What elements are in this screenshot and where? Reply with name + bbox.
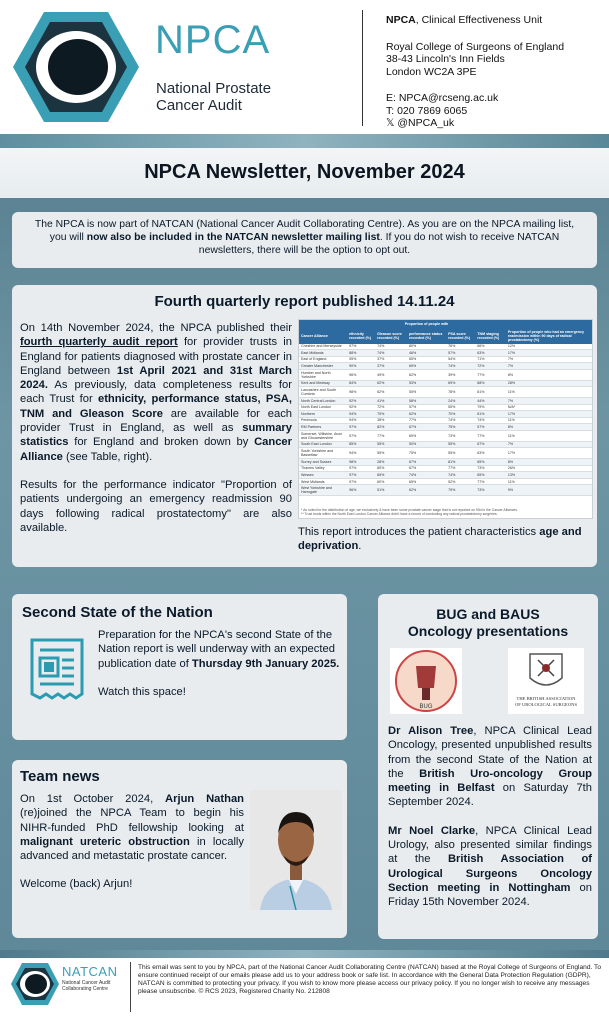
bug-paragraph-1 bbox=[388, 724, 592, 810]
table-row bbox=[299, 404, 592, 411]
table-cell: 79% bbox=[446, 485, 475, 496]
report-p1-d: are available for each provider Trust in England, as well as bbox=[20, 407, 293, 435]
table-cell: 11% bbox=[506, 478, 592, 485]
table-cell: 28% bbox=[506, 380, 592, 387]
table-row bbox=[299, 478, 592, 485]
report-paragraph-1 bbox=[20, 321, 292, 464]
table-group-spacer-2 bbox=[506, 320, 592, 329]
table-cell: 92% bbox=[347, 398, 375, 405]
table-row bbox=[299, 350, 592, 357]
table-cell: 80% bbox=[375, 465, 407, 472]
table-cell: 57% bbox=[446, 350, 475, 357]
header bbox=[0, 0, 609, 134]
table-header-cell: performance status recorded (%) bbox=[407, 329, 446, 344]
report-paragraph-2: Results for the performance indicator "Proportion of patients undergoing an emergency readmission 90 days following radical prostatectomy" are also available. bbox=[20, 478, 292, 534]
contact-org-name: NPCA bbox=[386, 14, 416, 26]
table-cell: 66% bbox=[475, 344, 506, 350]
sotn-paragraph-2: Watch this space! bbox=[98, 685, 186, 698]
contact-org bbox=[386, 14, 606, 27]
natcan-title: NATCAN bbox=[62, 964, 118, 979]
table-cell: 62% bbox=[407, 369, 446, 380]
report-p1-c: As previously, data completeness results for each Trust for bbox=[20, 379, 292, 406]
table-header-cell: ethnicity recorded (%) bbox=[347, 329, 375, 344]
table-cell: 61% bbox=[475, 411, 506, 418]
table-header-cell: TNM staging recorded (%) bbox=[475, 329, 506, 344]
sotn-p1-a: Preparation for the NPCA's second State of the Nation report is well underway with an expected publication date of bbox=[98, 629, 335, 670]
address-line3: London WC2A 3PE bbox=[386, 65, 477, 78]
table-footnote-2: ** Trust trusts within the North East London Cancer Alliance didn't have a record of conducting any radical prostatectomy surgeries. bbox=[301, 512, 498, 516]
bug-text bbox=[388, 724, 592, 924]
baus-logo-line2: OF UROLOGICAL SURGEONS bbox=[514, 702, 578, 707]
table-cell: 12% bbox=[506, 344, 592, 350]
baus-logo-icon bbox=[508, 648, 584, 714]
table-cell: 62% bbox=[375, 387, 407, 398]
table-cell: 73% bbox=[475, 465, 506, 472]
table-row bbox=[299, 369, 592, 380]
natcan-subtitle bbox=[62, 980, 110, 992]
table-cell: West Yorkshire and Harrogate bbox=[299, 485, 347, 496]
natcan-sub-line2: Collaborating Centre bbox=[62, 986, 108, 992]
table-cell: 57% bbox=[407, 404, 446, 411]
table-cell: 67% bbox=[407, 459, 446, 466]
table-cell: 77% bbox=[475, 478, 506, 485]
table-cell: 63% bbox=[475, 350, 506, 357]
audit-table-image bbox=[298, 319, 593, 519]
table-cell: 54% bbox=[446, 356, 475, 363]
team-paragraph-2: Welcome (back) Arjun! bbox=[20, 878, 133, 891]
table-cell: Greater Manchester bbox=[299, 363, 347, 370]
table-cell: 92% bbox=[347, 404, 375, 411]
table-cell: 69% bbox=[407, 363, 446, 370]
table-cell: 68% bbox=[475, 380, 506, 387]
table-cell: Humber and North Yorkshire bbox=[299, 369, 347, 380]
table-cell: 24% bbox=[446, 398, 475, 405]
table-row bbox=[299, 448, 592, 459]
contact-email-link[interactable]: E: NPCA@rcseng.ac.uk bbox=[386, 92, 499, 104]
report-p1-alliance: Cancer Alliance bbox=[20, 436, 292, 463]
table-group-spacer bbox=[299, 320, 347, 329]
table-cell: 78% bbox=[446, 387, 475, 398]
table-cell: 8% bbox=[506, 369, 592, 380]
bug-p1-a: , NPCA Clinical Lead Oncology, presented unpublished results from the second State of the Nation at the bbox=[388, 725, 592, 780]
address-line2: 38-43 Lincoln's Inn Fields bbox=[386, 53, 505, 65]
table-cell: Kent and Medway bbox=[299, 380, 347, 387]
table-cell: 58% bbox=[407, 398, 446, 405]
table-row bbox=[299, 465, 592, 472]
sotn-text bbox=[98, 628, 342, 713]
baus-logo-line1: THE BRITISH ASSOCIATION bbox=[516, 696, 576, 701]
table-cell: 81% bbox=[475, 387, 506, 398]
contact-org-unit: , Clinical Effectiveness Unit bbox=[415, 14, 543, 26]
table-footnote bbox=[301, 508, 591, 516]
report-heading: Fourth quarterly report published 14.11.24 bbox=[154, 293, 455, 310]
newsletter-title: NPCA Newsletter, November 2024 bbox=[144, 161, 465, 183]
table-cell: 94% bbox=[347, 417, 375, 424]
table-cell: 51% bbox=[375, 485, 407, 496]
table-cell: 70% bbox=[446, 411, 475, 418]
natcan-notice bbox=[12, 212, 597, 268]
table-cell: 41% bbox=[375, 398, 407, 405]
table-cell: 44% bbox=[475, 398, 506, 405]
table-row bbox=[299, 424, 592, 431]
table-cell: 97% bbox=[347, 424, 375, 431]
table-cell: 7% bbox=[506, 356, 592, 363]
table-cell: 96% bbox=[347, 485, 375, 496]
logo-subtitle-line1: National Prostate bbox=[156, 80, 272, 97]
table-cell: 95% bbox=[347, 356, 375, 363]
table-cell: 97% bbox=[347, 430, 375, 441]
table-cell: 49% bbox=[375, 369, 407, 380]
table-cell: 71% bbox=[475, 356, 506, 363]
table-cell: East of England bbox=[299, 356, 347, 363]
table-cell: 52% bbox=[446, 478, 475, 485]
table-cell: 74% bbox=[446, 363, 475, 370]
bug-heading-line2: Oncology presentations bbox=[407, 623, 569, 639]
table-header-cell: Proportion of people who had an emergency readmission within 90 days of radical prostatectomy (%) bbox=[506, 329, 592, 344]
table-cell: 77% bbox=[407, 417, 446, 424]
footer bbox=[0, 958, 609, 1024]
notice-text-bold: now also be included in the NATCAN newsletter mailing list bbox=[86, 232, 380, 243]
team-heading: Team news bbox=[20, 768, 100, 785]
table-cell: 17% bbox=[506, 411, 592, 418]
table-cell: 77% bbox=[446, 465, 475, 472]
quarterly-report-panel bbox=[12, 285, 597, 567]
table-cell: 11% bbox=[506, 387, 592, 398]
bug-p2-name: Mr Noel Clarke bbox=[388, 824, 476, 837]
contact-social-link[interactable]: 𝕏 @NPCA_uk bbox=[386, 117, 455, 129]
table-cell: 7% bbox=[506, 363, 592, 370]
table-cell: South East London bbox=[299, 441, 347, 448]
table-body bbox=[299, 344, 592, 496]
table-cell: 96% bbox=[347, 369, 375, 380]
contact-address bbox=[386, 41, 606, 79]
table-row bbox=[299, 417, 592, 424]
team-p1-c: in locally advanced and metastatic prostate cancer. bbox=[20, 835, 245, 863]
logo-title: NPCA bbox=[155, 18, 271, 62]
bug-p2-event: British Association of Urological Surgeons Oncology Section meeting in Nottingham bbox=[388, 853, 592, 894]
bug-heading bbox=[378, 606, 598, 640]
bug-p1-b: on Saturday 7th September 2024. bbox=[388, 782, 592, 809]
table-cell: East Midlands bbox=[299, 350, 347, 357]
table-cell: 94% bbox=[347, 411, 375, 418]
table-cell: 94% bbox=[347, 448, 375, 459]
report-right-b: . bbox=[358, 540, 362, 553]
table-cell: 84% bbox=[347, 380, 375, 387]
table-cell: 37% bbox=[375, 363, 407, 370]
table-row bbox=[299, 430, 592, 441]
table-cell: 97% bbox=[347, 465, 375, 472]
header-divider bbox=[362, 10, 363, 126]
bug-p2-b: on Friday 15th November 2024. bbox=[388, 881, 592, 909]
table-cell: 7% bbox=[506, 441, 592, 448]
table-cell: 82% bbox=[375, 424, 407, 431]
table-cell: 67% bbox=[407, 424, 446, 431]
table-footnote-1: * As noted for the distribution of age, we exclusively & have been some prostate cancer stage that is not reported on 90d in the Cancer Alliances. bbox=[301, 508, 518, 512]
report-p1-a: On 14th November 2024, the NPCA published their bbox=[20, 322, 292, 334]
table-cell: 73% bbox=[446, 430, 475, 441]
team-p1-a: On 1st October 2024, bbox=[20, 793, 166, 805]
table-row bbox=[299, 387, 592, 398]
report-right-a: This report introduces the patient characteristics bbox=[298, 526, 540, 538]
table-cell: 55% bbox=[375, 441, 407, 448]
table-cell: 55% bbox=[407, 387, 446, 398]
table-cell: 26% bbox=[506, 465, 592, 472]
team-p1-b: (re)joined the NPCA Team to begin his NIHR-funded PhD fellowship looking at bbox=[20, 807, 244, 834]
table-cell: 55% bbox=[446, 404, 475, 411]
table-cell: Peninsula bbox=[299, 417, 347, 424]
contact-phone: T: 020 7869 6065 bbox=[386, 104, 468, 117]
table-cell: 17% bbox=[506, 448, 592, 459]
table-row bbox=[299, 411, 592, 418]
natcan-sub-line1: National Cancer Audit bbox=[62, 980, 111, 986]
table-cell: 11% bbox=[506, 430, 592, 441]
table-cell: 38% bbox=[375, 417, 407, 424]
table-cell: 55% bbox=[446, 448, 475, 459]
table-cell: Thames Valley bbox=[299, 465, 347, 472]
table-cell: North Central London bbox=[299, 398, 347, 405]
team-p1-name: Arjun Nathan bbox=[165, 793, 245, 805]
team-p1-topic: malignant ureteric obstruction bbox=[20, 835, 190, 848]
table-cell: Lancashire and South Cumbria bbox=[299, 387, 347, 398]
table-cell: 74% bbox=[446, 472, 475, 479]
table-cell: 65% bbox=[407, 356, 446, 363]
table-cell: 8% bbox=[506, 459, 592, 466]
table-group-header-row bbox=[299, 320, 592, 329]
sotn-paragraph-1 bbox=[98, 628, 342, 671]
table-cell: 75% bbox=[407, 448, 446, 459]
table-cell: Wessex bbox=[299, 472, 347, 479]
table-cell: 74% bbox=[375, 350, 407, 357]
table-cell: 55% bbox=[375, 448, 407, 459]
sotn-heading: Second State of the Nation bbox=[22, 604, 213, 621]
table-cell: Surrey and Sussex bbox=[299, 459, 347, 466]
table-cell: 67% bbox=[407, 465, 446, 472]
natcan-logo-icon bbox=[10, 962, 60, 1006]
bug-baus-panel bbox=[378, 594, 598, 939]
table-cell: 88% bbox=[347, 350, 375, 357]
table-cell: 67% bbox=[475, 441, 506, 448]
sotn-p1-date: Thursday 9th January 2025. bbox=[191, 657, 340, 670]
table-cell: 90% bbox=[347, 363, 375, 370]
state-of-nation-panel bbox=[12, 594, 347, 740]
table-cell: West Midlands bbox=[299, 478, 347, 485]
table-cell: 62% bbox=[375, 380, 407, 387]
table-cell: South Yorkshire and Bassetlaw bbox=[299, 448, 347, 459]
table-header-cell: Cancer Alliance bbox=[299, 329, 347, 344]
table-cell: North East London bbox=[299, 404, 347, 411]
bug-logo-icon bbox=[390, 648, 462, 714]
table-cell: 76% bbox=[446, 344, 475, 350]
footer-divider bbox=[130, 962, 131, 1012]
table-cell: 39% bbox=[446, 369, 475, 380]
team-text bbox=[20, 792, 244, 906]
table-cell: 46% bbox=[407, 350, 446, 357]
report-p1-e: for England and broken down by bbox=[68, 436, 255, 449]
table-cell: Somerset, Wiltshire, Avon and Gloucestershire bbox=[299, 430, 347, 441]
table-cell: 65% bbox=[375, 472, 407, 479]
table-cell: 62% bbox=[407, 411, 446, 418]
table-cell: 13% bbox=[506, 472, 592, 479]
notice-text-2: . If you do not wish to receive NATCAN newsletters, there will be the option to opt out. bbox=[198, 232, 560, 256]
table-cell: 97% bbox=[347, 344, 375, 350]
report-p1-f: (see Table, right). bbox=[62, 450, 153, 463]
team-paragraph-1 bbox=[20, 792, 244, 863]
audit-table bbox=[299, 320, 592, 496]
table-cell: 72% bbox=[475, 363, 506, 370]
table-cell: 17% bbox=[506, 350, 592, 357]
table-cell: 8% bbox=[506, 424, 592, 431]
table-cell: N/A* bbox=[506, 404, 592, 411]
table-cell: 69% bbox=[446, 380, 475, 387]
table-cell: 74% bbox=[375, 344, 407, 350]
table-cell: 74% bbox=[446, 417, 475, 424]
footer-band bbox=[0, 950, 609, 958]
table-cell: 75% bbox=[446, 424, 475, 431]
table-cell: 74% bbox=[475, 417, 506, 424]
table-cell: 63% bbox=[475, 448, 506, 459]
table-cell: 57% bbox=[475, 424, 506, 431]
table-cell: 97% bbox=[347, 478, 375, 485]
header-band bbox=[0, 134, 609, 148]
table-row bbox=[299, 398, 592, 405]
bug-heading-line1: BUG and BAUS bbox=[436, 606, 540, 622]
table-row bbox=[299, 380, 592, 387]
table-cell: 80% bbox=[407, 344, 446, 350]
table-cell: 28% bbox=[375, 459, 407, 466]
table-cell: 79% bbox=[475, 404, 506, 411]
table-cell: 62% bbox=[407, 485, 446, 496]
bug-p2-a: , NPCA Clinical Lead Urology, also presented similar findings at the bbox=[388, 824, 592, 866]
report-p1-summary: summary statistics bbox=[20, 422, 292, 449]
table-row bbox=[299, 472, 592, 479]
table-cell: 98% bbox=[347, 387, 375, 398]
table-cell: Northern bbox=[299, 411, 347, 418]
npca-logo-icon bbox=[12, 10, 140, 124]
report-p1-date: 1st April 2021 and 31st March 2024. bbox=[20, 364, 292, 392]
table-header-cell: PSA score recorded (%) bbox=[446, 329, 475, 344]
table-cell: 65% bbox=[475, 472, 506, 479]
table-row bbox=[299, 363, 592, 370]
title-bar bbox=[0, 148, 609, 198]
table-cell: Cheshire and Merseyside bbox=[299, 344, 347, 350]
report-p1-b: for provider trusts in England for patients diagnosed with prostate cancer in England between bbox=[20, 336, 292, 377]
table-header-row bbox=[299, 329, 592, 344]
contact-block bbox=[386, 14, 606, 130]
table-cell: 85% bbox=[347, 441, 375, 448]
table-cell: 69% bbox=[407, 430, 446, 441]
report-p1-fields: ethnicity, performance status, PSA, TNM and Gleason Score bbox=[20, 393, 292, 420]
table-cell: 77% bbox=[475, 369, 506, 380]
table-cell: 98% bbox=[347, 459, 375, 466]
table-cell: 77% bbox=[375, 430, 407, 441]
table-row bbox=[299, 441, 592, 448]
table-cell: 65% bbox=[407, 478, 446, 485]
table-cell: 37% bbox=[375, 356, 407, 363]
logo-subtitle-line2: Cancer Audit bbox=[156, 97, 242, 114]
footer-text: This email was sent to you by NPCA, part of the National Cancer Audit Collaborating Centre (NATCAN) based at the Royal College of Surgeons of England. To ensure continued receipt of our emails please add us to your address book or safe list. In accordance with the General Data Protection Regulation (GDPR), NATCAN is committed to protecting your privacy. If you wish to know more please access our privacy policy. If you no longer wish to receive any messages please unsubscribe. © RCS 2023, Registered Charity No. 212808 bbox=[138, 964, 602, 995]
table-cell: 7% bbox=[506, 398, 592, 405]
table-cell: 75% bbox=[375, 411, 407, 418]
table-header-cell: Gleason score recorded (%) bbox=[375, 329, 407, 344]
table-row bbox=[299, 485, 592, 496]
staff-photo bbox=[250, 790, 342, 910]
table-cell: 50% bbox=[407, 441, 446, 448]
table-cell: 81% bbox=[446, 459, 475, 466]
bug-paragraph-2 bbox=[388, 824, 592, 910]
table-group-header: Proportion of people with bbox=[347, 320, 506, 329]
report-text bbox=[20, 321, 292, 549]
table-cell: 53% bbox=[407, 380, 446, 387]
table-row bbox=[299, 356, 592, 363]
table-cell: 74% bbox=[407, 472, 446, 479]
bug-p1-event: British Uro-oncology Group meeting in Belfast bbox=[388, 767, 592, 795]
bug-logo-text: BUG bbox=[419, 704, 433, 710]
table-cell: 60% bbox=[375, 478, 407, 485]
table-cell: RM Partners bbox=[299, 424, 347, 431]
bug-p1-name: Dr Alison Tree bbox=[388, 725, 474, 737]
table-row bbox=[299, 459, 592, 466]
address-line1: Royal College of Surgeons of England bbox=[386, 40, 565, 53]
table-cell: 55% bbox=[446, 441, 475, 448]
logo-subtitle bbox=[156, 80, 271, 114]
newspaper-icon bbox=[26, 636, 88, 702]
table-cell: 77% bbox=[475, 430, 506, 441]
notice-text-1: The NPCA is now part of NATCAN (National Cancer Audit Collaborating Centre). As you are on the NPCA mailing list, you will bbox=[34, 219, 575, 243]
table-cell: 73% bbox=[475, 485, 506, 496]
table-cell: 72% bbox=[375, 404, 407, 411]
table-cell: 9% bbox=[506, 485, 592, 496]
report-right-text bbox=[298, 525, 590, 554]
report-link[interactable]: fourth quarterly audit report bbox=[20, 336, 178, 349]
report-right-bold: age and deprivation bbox=[298, 526, 582, 553]
table-cell: 97% bbox=[347, 472, 375, 479]
team-news-panel bbox=[12, 760, 347, 938]
table-cell: 65% bbox=[475, 459, 506, 466]
table-cell: 11% bbox=[506, 417, 592, 424]
